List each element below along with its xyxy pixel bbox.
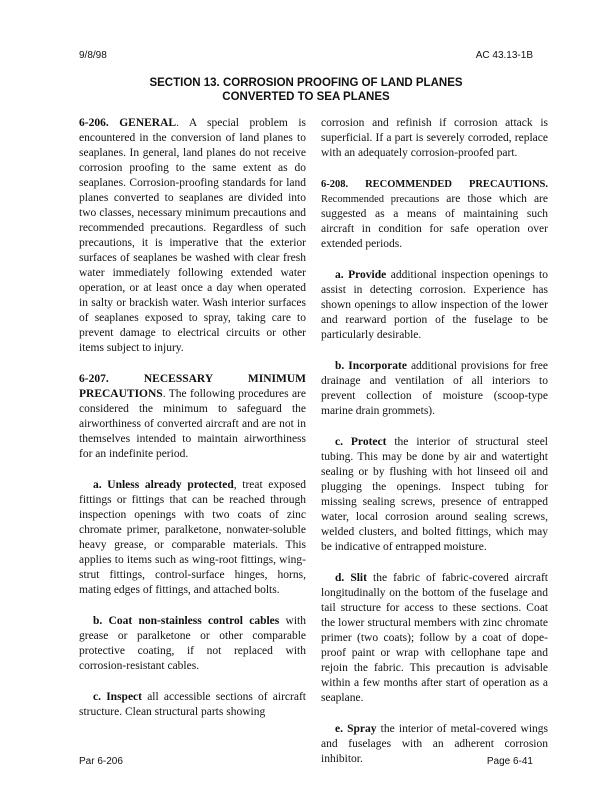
section-title-line2: CONVERTED TO SEA PLANES xyxy=(222,91,390,103)
paragraph-6-208-b xyxy=(321,359,548,419)
header-doc-id: AC 43.13-1B xyxy=(475,50,533,61)
header-date: 9/8/98 xyxy=(79,50,107,61)
paragraph-body: , treat exposed fittings or fittings that can be reached through inspection openings with two coats of zinc chromate primer, paralketone, nonwater-soluble heavy grease, or comparable materials. This applies to items such as wing-root fittings, wing-strut fittings, control-surface hinges, horns, mating edges of fittings, and attached bolts. xyxy=(79,479,306,596)
paragraph-6-207-c-continued: corrosion and refinish if corrosion attack is superficial. If a part is severely corroded, replace with an adequately corrosion-proofed part. xyxy=(321,117,548,159)
paragraph-6-208-a xyxy=(321,268,548,343)
paragraph-6-208-d xyxy=(321,571,548,706)
paragraph-body: additional inspection openings to assist in detecting corrosion. Experience has shown openings to allow inspection of the lower and rearward portion of the fuselage to be particularly desirable. xyxy=(321,269,548,341)
paragraph-heading: b. Coat non-stainless control cables xyxy=(93,615,280,627)
paragraph-heading: 6-207. NECESSARY MINIMUM PRECAUTIONS xyxy=(79,373,306,400)
paragraph-body: the interior of structural steel tubing. This may be done by air and watertight sealing or by flushing with hot linseed oil and plugging the openings. Inspect tubing for missing sealing screws, presence of entrapped water, local corrosion around sealing screws, welded clusters, and bolted fittings, which may be indicative of entrapped moisture. xyxy=(321,436,548,553)
section-title xyxy=(60,76,552,104)
paragraph-body: additional provisions for free drainage and ventilation of all interiors to prevent collection of moisture (scoop-type marine drain grommets). xyxy=(321,360,548,417)
footer-page-number: Page 6-41 xyxy=(486,756,533,767)
paragraph-body: all accessible sections of aircraft structure. Clean structural parts showing xyxy=(79,691,306,718)
page-footer xyxy=(79,756,533,767)
paragraph-heading: e. Spray xyxy=(335,723,377,735)
section-title-line1: SECTION 13. CORROSION PROOFING OF LAND PLANES xyxy=(149,77,463,89)
paragraph-heading: d. Slit xyxy=(335,572,367,584)
paragraph-6-206 xyxy=(79,116,306,356)
page-header xyxy=(79,50,533,61)
paragraph-body: . A special problem is encountered in the conversion of land planes to seaplanes. In general, land planes do not receive corrosion proofing to the same extent as do seaplanes. Corrosion-proofing standards for land planes converted to seaplanes are divided into two classes, necessary minimum precautions and recommended precautions. Regardless of such precautions, it is imperative that the exterior surfaces of seaplanes be washed with clear fresh water immediately following extended water operation, or at least once a day when operated in salty or brackish water. Wash interior surfaces of seaplanes exposed to spray, taking care to prevent damage to electrical circuits or other items subject to injury. xyxy=(79,117,306,354)
paragraph-heading: a. Unless already protected xyxy=(93,479,234,491)
paragraph-lead: Recommended precautions xyxy=(321,194,440,205)
paragraph-6-208-c xyxy=(321,435,548,555)
paragraph-body: the fabric of fabric-covered aircraft longitudinally on the bottom of the fuselage and tail structure for access to these sections. Coat the lower structural members with zinc chromate primer (two coats); follow by a coat of dope-proof paint or wrap with cellophane tape and rejoin the fabric. This precaution is advisable within a few months after start of operation as a seaplane. xyxy=(321,572,549,704)
footer-par: Par 6-206 xyxy=(79,756,123,767)
paragraph-6-208 xyxy=(321,177,548,252)
paragraph-heading: 6-206. GENERAL xyxy=(79,117,177,129)
right-column xyxy=(321,116,548,783)
paragraph-heading: a. Provide xyxy=(335,269,387,281)
paragraph-heading: c. Protect xyxy=(335,436,387,448)
paragraph-6-207-b xyxy=(79,614,306,674)
paragraph-heading: 6-208. RECOMMENDED PRECAUTIONS. xyxy=(321,179,548,190)
paragraph-body: the interior of metal-covered wings and fuselages with an adherent corrosion inhibitor. xyxy=(321,723,549,765)
paragraph-body: . The following procedures are considered the minimum to safeguard the airworthiness of converted aircraft and are not in themselves intended to maintain airworthiness for an indefinite period. xyxy=(79,388,306,460)
paragraph-6-207-c xyxy=(79,690,306,720)
paragraph-heading: c. Inspect xyxy=(93,691,142,703)
paragraph-6-207-a xyxy=(79,478,306,598)
paragraph-heading: b. Incorporate xyxy=(335,360,407,372)
paragraph-body: with grease or paralketone or other comparable protective coating, if not replaced with corrosion-resistant cables. xyxy=(79,615,306,672)
paragraph-6-207 xyxy=(79,372,306,462)
paragraph-body: are those which are suggested as a means of maintaining such aircraft in condition for safe operation over extended periods. xyxy=(321,193,548,250)
left-column xyxy=(79,116,306,736)
